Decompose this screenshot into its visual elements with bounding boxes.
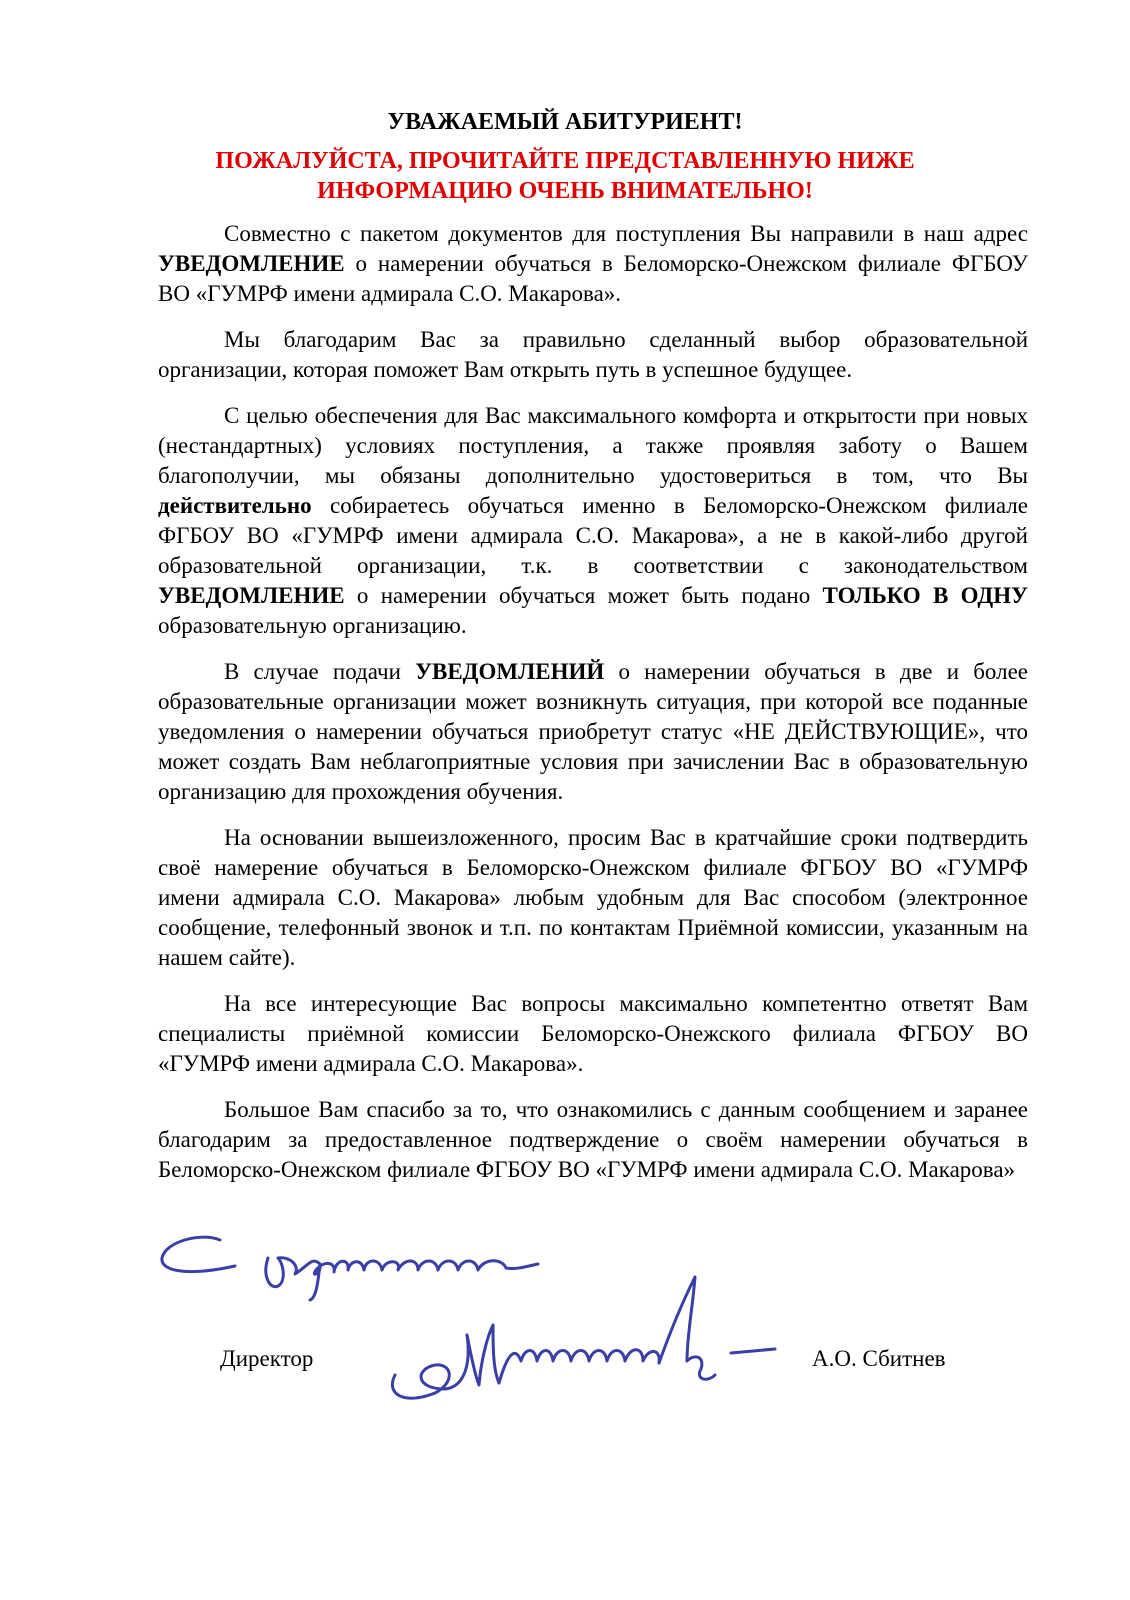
paragraph-1-bold-1: УВЕДОМЛЕНИЕ — [158, 251, 345, 276]
letter-body — [158, 219, 1028, 1201]
paragraph-3-text-e: образовательную организацию. — [158, 613, 467, 638]
paragraph-3-text-a: С целью обеспечения для Вас максимального комфорта и открытости при новых (нестандартных) условиях поступления, а также проявляя заботу о Вашем благополучии, мы обязаны дополнительно удостовериться в том, что Вы — [158, 403, 1028, 488]
paragraph-3-bold-2: УВЕДОМЛЕНИЕ — [158, 583, 345, 608]
warning-line-1: ПОЖАЛУЙСТА, ПРОЧИТАЙТЕ ПРЕДСТАВЛЕННУЮ НИЖЕ — [215, 148, 915, 174]
signer-title: Директор — [220, 1346, 314, 1371]
paragraph-4-text-c: о намерении обучаться в две и более образовательные организации может возникнуть ситуация, при которой все поданные уведомления о намерении обучаться приобретут статус «НЕ ДЕЙСТВУЮЩИЕ», что может создать Вам неблагоприятные условия при зачислении Вас в образовательную организацию для прохождения обучения. — [158, 659, 1028, 804]
warning-line-2: ИНФОРМАЦИЮ ОЧЕНЬ ВНИМАТЕЛЬНО! — [317, 178, 813, 204]
paragraph-5: На основании вышеизложенного, просим Вас в кратчайшие сроки подтвердить своё намерение обучаться в Беломорско-Онежском филиале ФГБОУ ВО «ГУМРФ имени адмирала С.О. Макарова» любым удобным для Вас способом (электронное сообщение, телефонный звонок и т.п. по контактам Приёмной комиссии, указанным на нашем сайте). — [158, 825, 1028, 970]
paragraph-3-bold-3: ТОЛЬКО В ОДНУ — [822, 583, 1028, 608]
paragraph-4-bold-1: УВЕДОМЛЕНИЙ — [415, 659, 605, 684]
paragraph-7: Большое Вам спасибо за то, что ознакомились с данным сообщением и заранее благодарим за предоставленное подтверждение о своём намерении обучаться в Беломорско-Онежском филиале ФГБОУ ВО «ГУМРФ имени адмирала С.О. Макарова» — [158, 1097, 1028, 1182]
page-title: УВАЖАЕМЫЙ АБИТУРИЕНТ! — [387, 109, 743, 135]
signer-name: А.О. Сбитнев — [812, 1346, 946, 1371]
paragraph-6: На все интересующие Вас вопросы максимально компетентно ответят Вам специалисты приёмной комиссии Беломорско-Онежского филиала ФГБОУ ВО «ГУМРФ имени адмирала С.О. Макарова». — [158, 991, 1028, 1076]
paragraph-3 — [158, 401, 1028, 641]
paragraph-1-text-c: о намерении обучаться в Беломорско-Онежском филиале ФГБОУ ВО «ГУМРФ имени адмирала С.О. Макарова». — [158, 251, 1028, 306]
director-signature — [375, 1265, 785, 1415]
paragraph-1-text-a: Совместно с пакетом документов для поступления Вы направили в наш адрес — [224, 221, 1028, 246]
paragraph-4 — [158, 657, 1028, 807]
paragraph-3-bold-1: действительно — [158, 493, 312, 518]
warning-heading — [0, 146, 1130, 206]
paragraph-1 — [158, 219, 1028, 309]
paragraph-3-text-c: собираетесь обучаться именно в Беломорско-Онежском филиале ФГБОУ ВО «ГУМРФ имени адмирала С.О. Макарова», а не в какой-либо другой образовательной организации, т.к. в соответствии с законодательством — [158, 493, 1028, 578]
paragraph-3-text-d: о намерении обучаться может быть подано — [344, 583, 823, 608]
paragraph-4-text-a: В случае подачи — [224, 659, 416, 684]
paragraph-2: Мы благодарим Вас за правильно сделанный выбор образовательной организации, которая поможет Вам открыть путь в успешное будущее. — [158, 327, 1028, 382]
